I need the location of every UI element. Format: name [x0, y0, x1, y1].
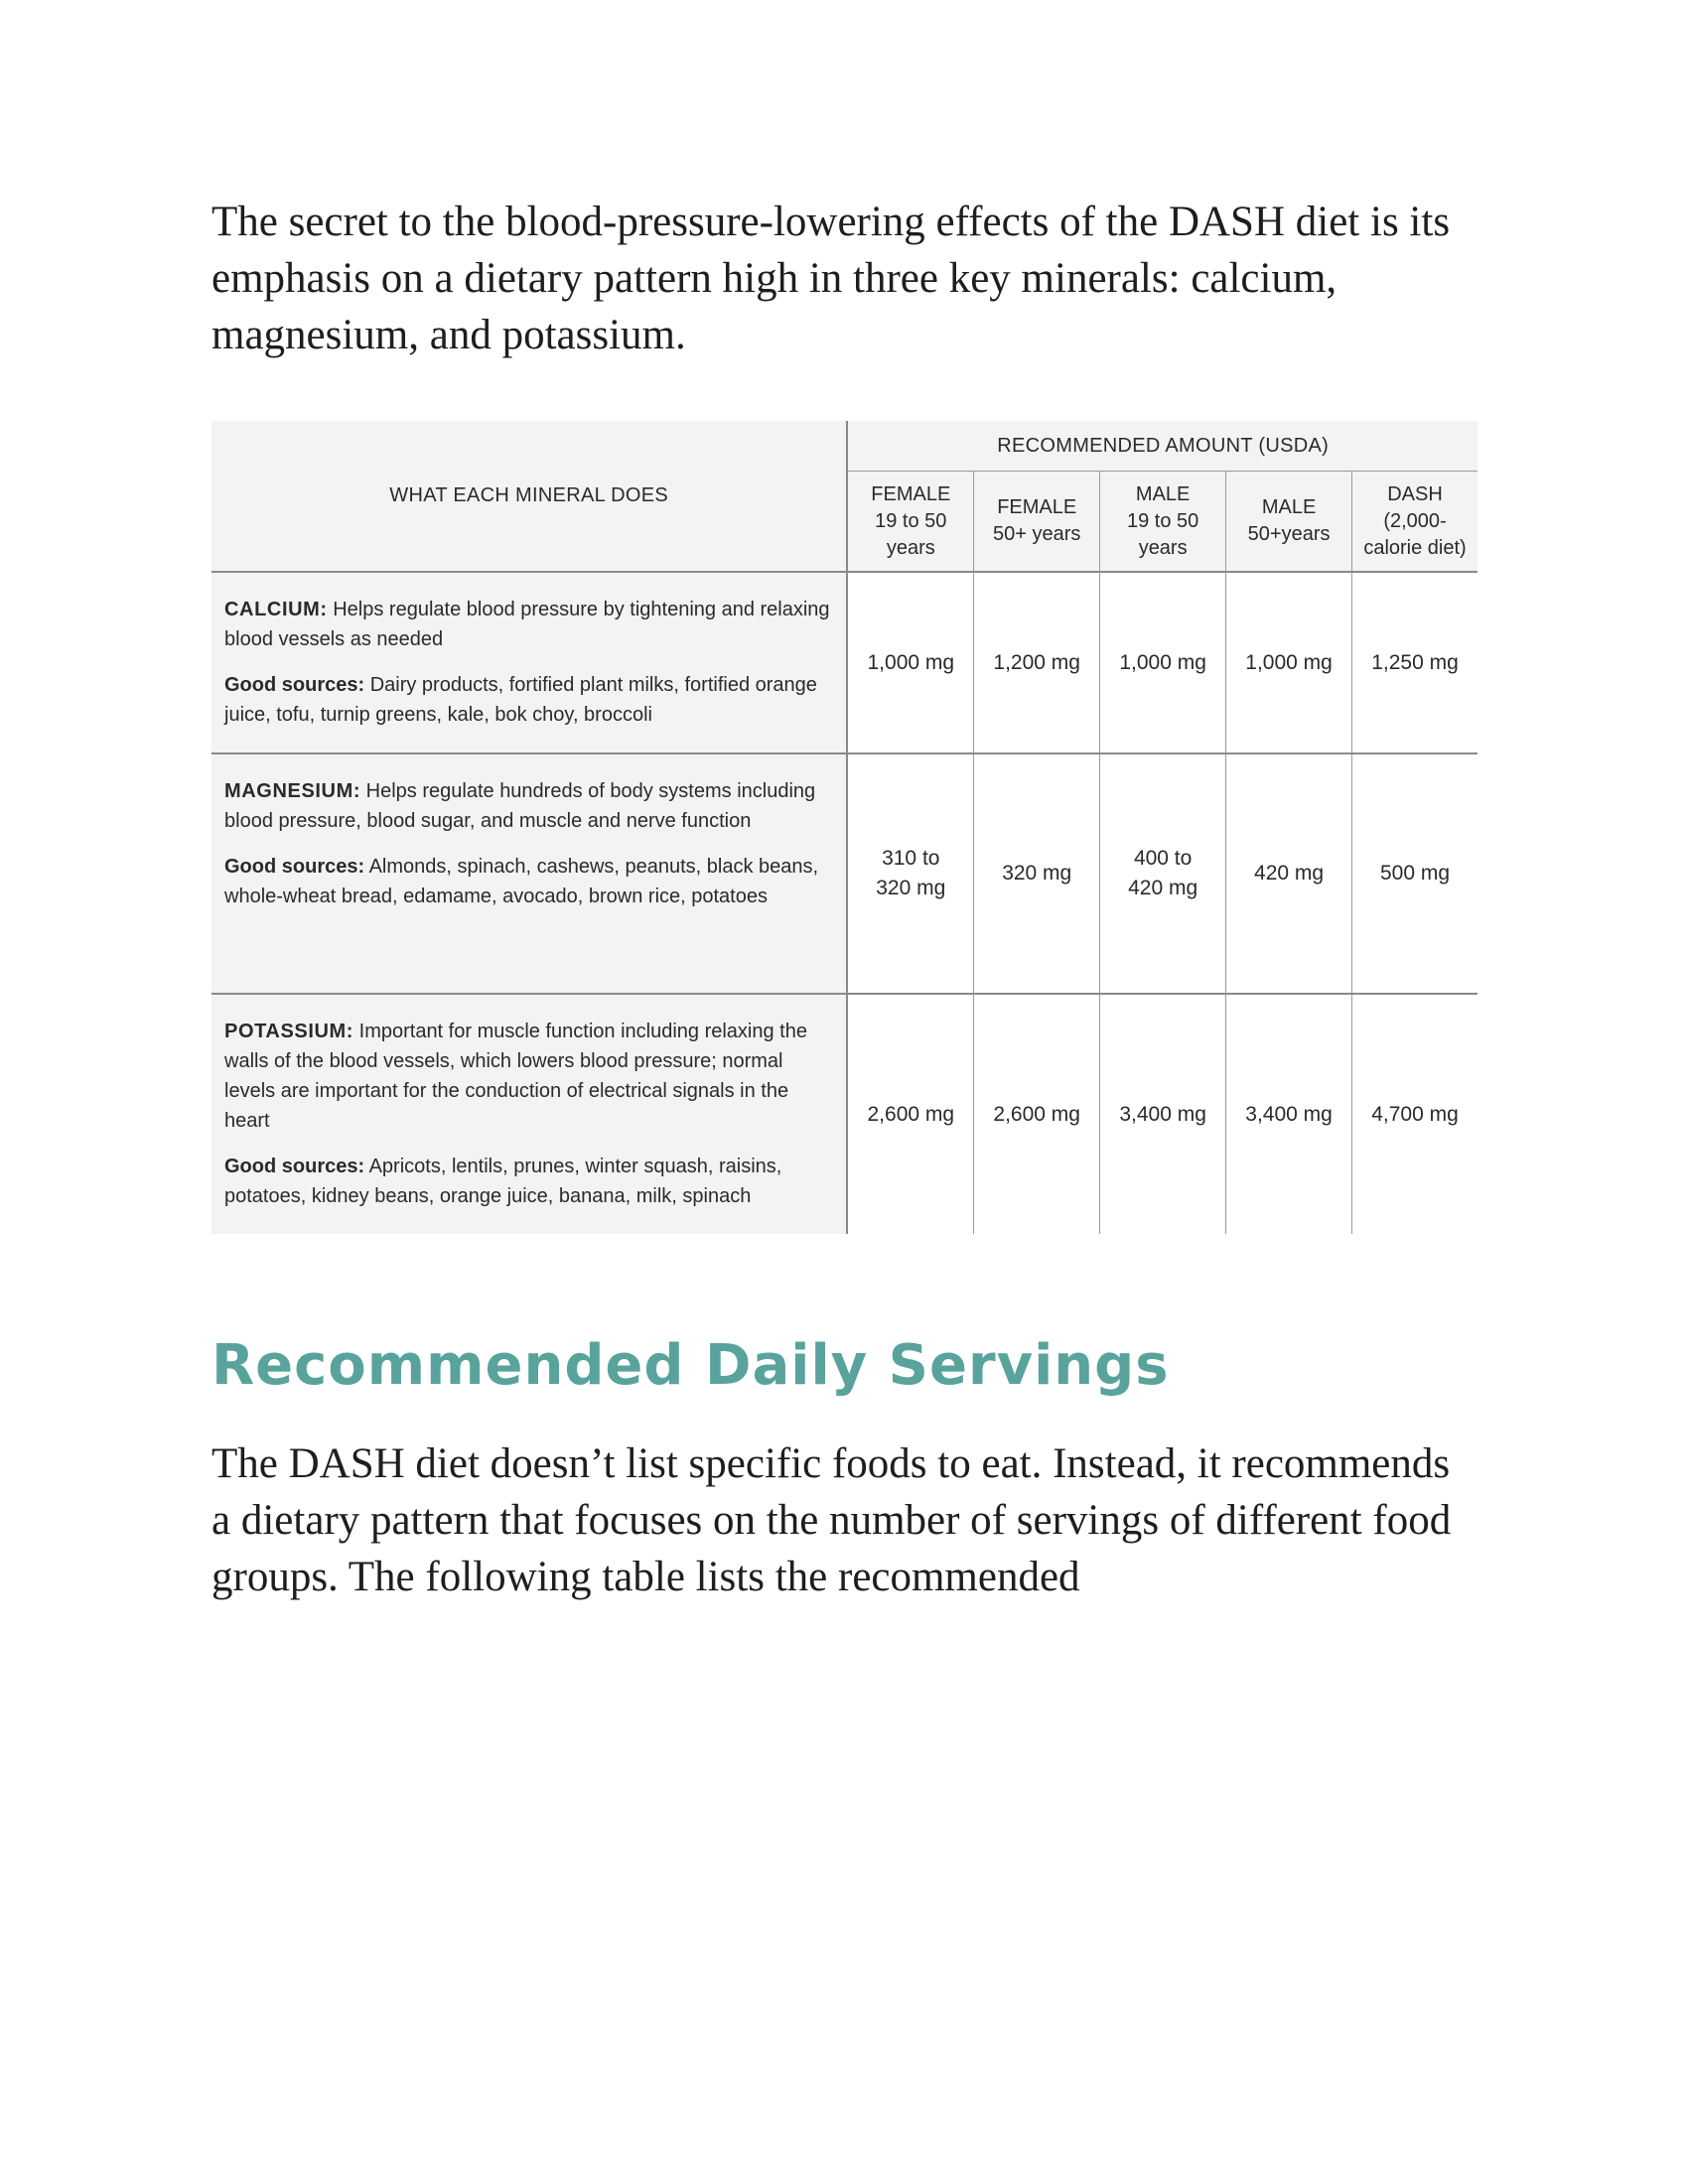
intro-paragraph: The secret to the blood-pressure-lowering effects of the DASH diet is its emphasis on a dietary pattern high in three key minerals: calcium, magnesium, and potassium. [211, 199, 1451, 358]
column-header-line: FEMALE [997, 496, 1077, 518]
minerals-table [211, 421, 1477, 1234]
column-header-line: 50+years [1247, 523, 1331, 545]
sources-label: Good sources: [224, 1156, 365, 1177]
column-header-line: (2,000- [1383, 509, 1447, 532]
value-cell: 320 mg [974, 753, 1100, 994]
mineral-description [224, 595, 832, 654]
table-row-calcium [211, 572, 1477, 753]
value-cell [1100, 753, 1226, 994]
value-cell: 3,400 mg [1226, 994, 1352, 1234]
value-cell: 2,600 mg [847, 994, 973, 1234]
mineral-description [224, 776, 832, 836]
column-header-line: 50+ years [993, 523, 1081, 545]
column-header-female-50plus [974, 472, 1100, 573]
value-cell: 1,000 mg [847, 572, 973, 753]
sources-text: Apricots, lentils, prunes, winter squash, raisins, potatoes, kidney beans, orange juice, banana, milk, spinach [224, 1156, 782, 1207]
section-heading: Recommended Daily Servings [211, 1333, 1170, 1398]
mineral-description-cell [211, 994, 847, 1234]
mineral-sources [224, 852, 832, 911]
mineral-name: CALCIUM: [224, 599, 328, 620]
mineral-effect: Helps regulate blood pressure by tightening and relaxing blood vessels as needed [224, 599, 830, 650]
column-header-male-19-50 [1100, 472, 1226, 573]
column-header-male-50plus [1226, 472, 1352, 573]
table-row-potassium [211, 994, 1477, 1234]
column-header-line: MALE [1135, 482, 1191, 505]
section-paragraph: The DASH diet doesn’t list specific foods to eat. Instead, it recommends a dietary pattern that focuses on the number of servings of different food groups. The following table lists the recommended [211, 1440, 1452, 1600]
column-header-line: years [1138, 536, 1188, 559]
sources-label: Good sources: [224, 674, 365, 696]
mineral-name: POTASSIUM: [224, 1021, 354, 1042]
column-header-line: MALE [1261, 496, 1317, 518]
value-cell: 3,400 mg [1100, 994, 1226, 1234]
mineral-effect: Important for muscle function including relaxing the walls of the blood vessels, which lowers blood pressure; normal levels are important for the conduction of electrical signals in the heart [224, 1021, 807, 1132]
mineral-description-cell [211, 572, 847, 753]
value-cell: 420 mg [1226, 753, 1352, 994]
column-header-line: FEMALE [871, 482, 951, 505]
sources-text: Dairy products, fortified plant milks, fortified orange juice, tofu, turnip greens, kale, bok choy, broccoli [224, 674, 817, 726]
column-header-line: calorie diet) [1363, 536, 1467, 559]
mineral-name: MAGNESIUM: [224, 780, 361, 802]
value-text: 400 to 420 mg [1128, 847, 1198, 899]
value-cell: 1,000 mg [1100, 572, 1226, 753]
sources-label: Good sources: [224, 856, 365, 878]
what-header: WHAT EACH MINERAL DOES [211, 421, 847, 572]
column-header-female-19-50 [847, 472, 973, 573]
column-header-dash [1352, 472, 1477, 573]
value-cell: 2,600 mg [974, 994, 1100, 1234]
mineral-description-cell [211, 753, 847, 994]
mineral-sources [224, 1152, 832, 1211]
mineral-effect: Helps regulate hundreds of body systems including blood pressure, blood sugar, and muscle and nerve function [224, 780, 816, 832]
page-content [211, 194, 1477, 1605]
table-row-magnesium [211, 753, 1477, 994]
mineral-sources [224, 670, 832, 730]
value-cell: 500 mg [1352, 753, 1477, 994]
column-header-line: years [886, 536, 935, 559]
mineral-description [224, 1017, 832, 1136]
value-cell: 1,200 mg [974, 572, 1100, 753]
table-header-row [211, 421, 1477, 472]
value-text: 310 to 320 mg [876, 847, 946, 899]
value-cell [847, 753, 973, 994]
column-header-line: 19 to 50 [875, 509, 947, 532]
value-cell: 1,250 mg [1352, 572, 1477, 753]
value-cell: 1,000 mg [1226, 572, 1352, 753]
sources-text: Almonds, spinach, cashews, peanuts, black beans, whole-wheat bread, edamame, avocado, brown rice, potatoes [224, 856, 819, 907]
value-cell: 4,700 mg [1352, 994, 1477, 1234]
column-header-line: DASH [1387, 482, 1443, 505]
recommended-header: RECOMMENDED AMOUNT (USDA) [847, 421, 1477, 472]
column-header-line: 19 to 50 [1126, 509, 1199, 532]
